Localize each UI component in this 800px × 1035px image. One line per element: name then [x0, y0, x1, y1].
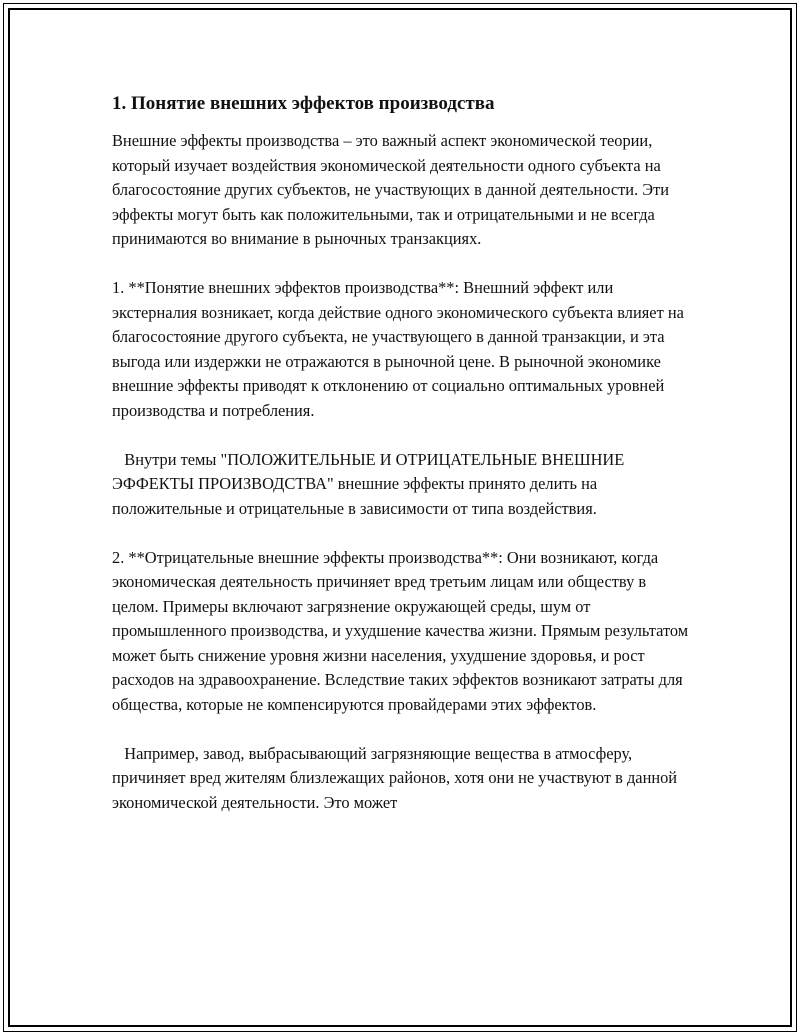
- paragraph-example: Например, завод, выбрасывающий загрязняющие вещества в атмосферу, причиняет вред жителям близлежащих районов, хотя они не участвуют в данной экономической деятельности. Это может: [112, 743, 682, 812]
- paragraph-intro: Внешние эффекты производства – это важный аспект экономической теории, который изучает воздействия экономической деятельности одного субъекта на благосостояние других субъектов, не участвующих в данной деятельности. Эти эффекты могут быть как положительными, так и отрицательными и не всегда принимаются во внимание в рыночных транзакциях.: [112, 131, 674, 248]
- paragraph-topic: Внутри темы "ПОЛОЖИТЕЛЬНЫЕ И ОТРИЦАТЕЛЬНЫЕ ВНЕШНИЕ ЭФФЕКТЫ ПРОИЗВОДСТВА" внешние эффекты принято делить на положительные и отрицательные в зависимости от типа воздействия.: [112, 449, 629, 518]
- paragraph-negative-effects: 2. **Отрицательные внешние эффекты производства**: Они возникают, когда экономическая деятельность причиняет вред третьим лицам или обществу в целом. Примеры включают загрязнение окружающей среды, шум от промышленного производства, и ухудшение качества жизни. Прямым результатом может быть снижение уровня жизни населения, ухудшение здоровья, и рост расходов на здравоохранение. Вследствие таких эффектов возникают затраты для общества, которые не компенсируются провайдерами этих эффектов.: [112, 547, 693, 714]
- paragraph-concept: 1. **Понятие внешних эффектов производства**: Внешний эффект или экстерналия возникает, когда действие одного экономического субъекта влияет на благосостояние другого субъекта, не участвующего в данной транзакции, и эта выгода или издержки не отражаются в рыночной цене. В рыночной экономике внешние эффекты приводят к отклонению от социально оптимальных уровней производства и потребления.: [112, 278, 688, 420]
- document-body: [112, 92, 692, 840]
- section-heading: 1. Понятие внешних эффектов производства: [112, 93, 495, 114]
